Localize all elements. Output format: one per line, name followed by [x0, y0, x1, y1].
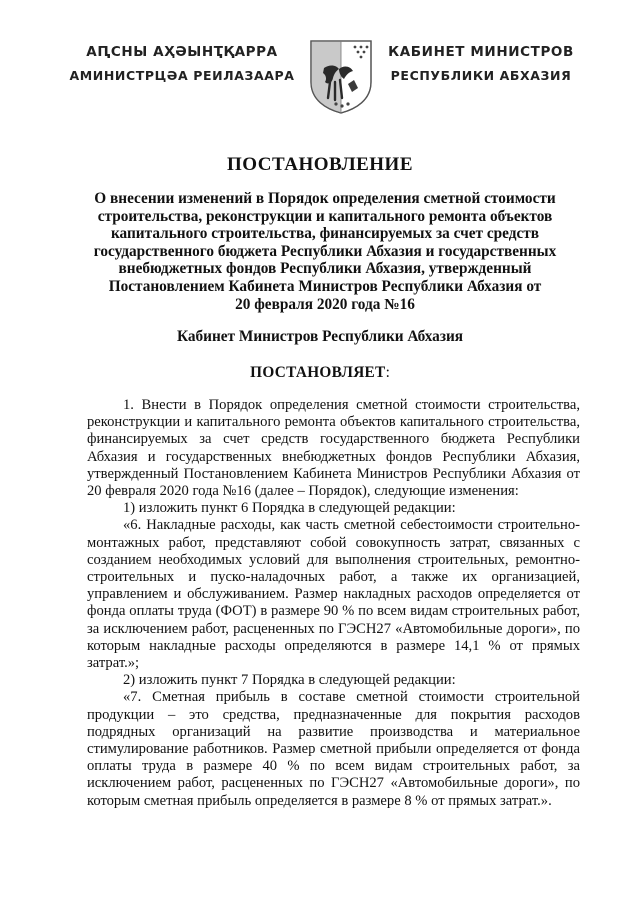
header-left-line2: АМИНИСТРЦӘА РЕИЛАЗААРА: [69, 68, 295, 83]
paragraph: 1. Внести в Порядок определения сметной стоимости строительства, реконструкции и капитального ремонта объектов капитального строительства, финансируемых за счет средств государственного бюджета Республики Абхазия и государственных внебюджетных фондов Республики Абхазия, утвержденный Постановлением Кабинета Министров Республики Абхазия от 20 февраля 2020 года №16 (далее – Порядок), следующие изменения:: [87, 397, 580, 500]
header-left-line1: АԤСНЫ АҲӘЫНҬҚАРРА: [86, 44, 278, 60]
abkhazia-coat-of-arms-icon: [308, 38, 374, 114]
decree-line: [0, 364, 640, 382]
subject-line: О внесении изменений в Порядок определения сметной стоимости: [94, 190, 556, 207]
paragraph: 1) изложить пункт 6 Порядка в следующей редакции:: [123, 500, 456, 517]
subject-line: внебюджетных фондов Республики Абхазия, утвержденный: [118, 260, 532, 278]
subject-line: Постановлением Кабинета Министров Республики Абхазия от: [108, 277, 542, 295]
document-title: ПОСТАНОВЛЕНИЕ: [226, 154, 414, 175]
subject-line: государственного бюджета Республики Абхазия и государственных: [93, 242, 557, 260]
subject-line: строительства, реконструкции и капитального ремонта объектов: [97, 207, 553, 225]
subject-line: капитального строительства, финансируемых за счет средств: [110, 225, 540, 243]
decree-word: ПОСТАНОВЛЯЕТ: [250, 364, 386, 381]
header-right: [382, 43, 580, 85]
document-body: [87, 397, 580, 810]
decree-colon: :: [385, 364, 390, 381]
paragraph: 2) изложить пункт 7 Порядка в следующей редакции:: [123, 672, 456, 689]
paragraph: «6. Накладные расходы, как часть сметной себестоимости строительно-монтажных работ, представляют собой совокупность затрат, связанных с созданием необходимых условий для выполнения строительных, ремонтно-строительных и пуско-наладочных работ, а также их организацией, управлением и обслуживанием. Размер накладных расходов определяется от фонда оплаты труда (ФОТ) в размере 90 % по всем видам строительных работ, за исключением работ, расцененных по ГЭСН27 «Автомобильные дороги», по которым накладные расходы определяются в размере 14,1 % от прямых затрат.»;: [87, 517, 580, 672]
issuer-line: Кабинет Министров Республики Абхазия: [176, 328, 464, 345]
header-left: [66, 43, 298, 85]
document-subject: [90, 190, 560, 313]
header-right-line1: КАБИНЕТ МИНИСТРОВ: [388, 44, 574, 60]
header-right-line2: РЕСПУБЛИКИ АБХАЗИЯ: [390, 68, 572, 83]
paragraph: «7. Сметная прибыль в составе сметной стоимости строительной продукции – это средства, предназначенные для покрытия расходов подрядных организаций на развитие производства и материальное стимулирование работников. Размер сметной прибыли определяется от фонда оплаты труда в размере 40 % по всем видам строительных работ, за исключением работ, расцененных по ГЭСН27 «Автомобильные дороги», по которым сметная прибыль определяется в размере 8 % от прямых затрат.».: [87, 689, 580, 809]
subject-line: 20 февраля 2020 года №16: [235, 295, 415, 313]
